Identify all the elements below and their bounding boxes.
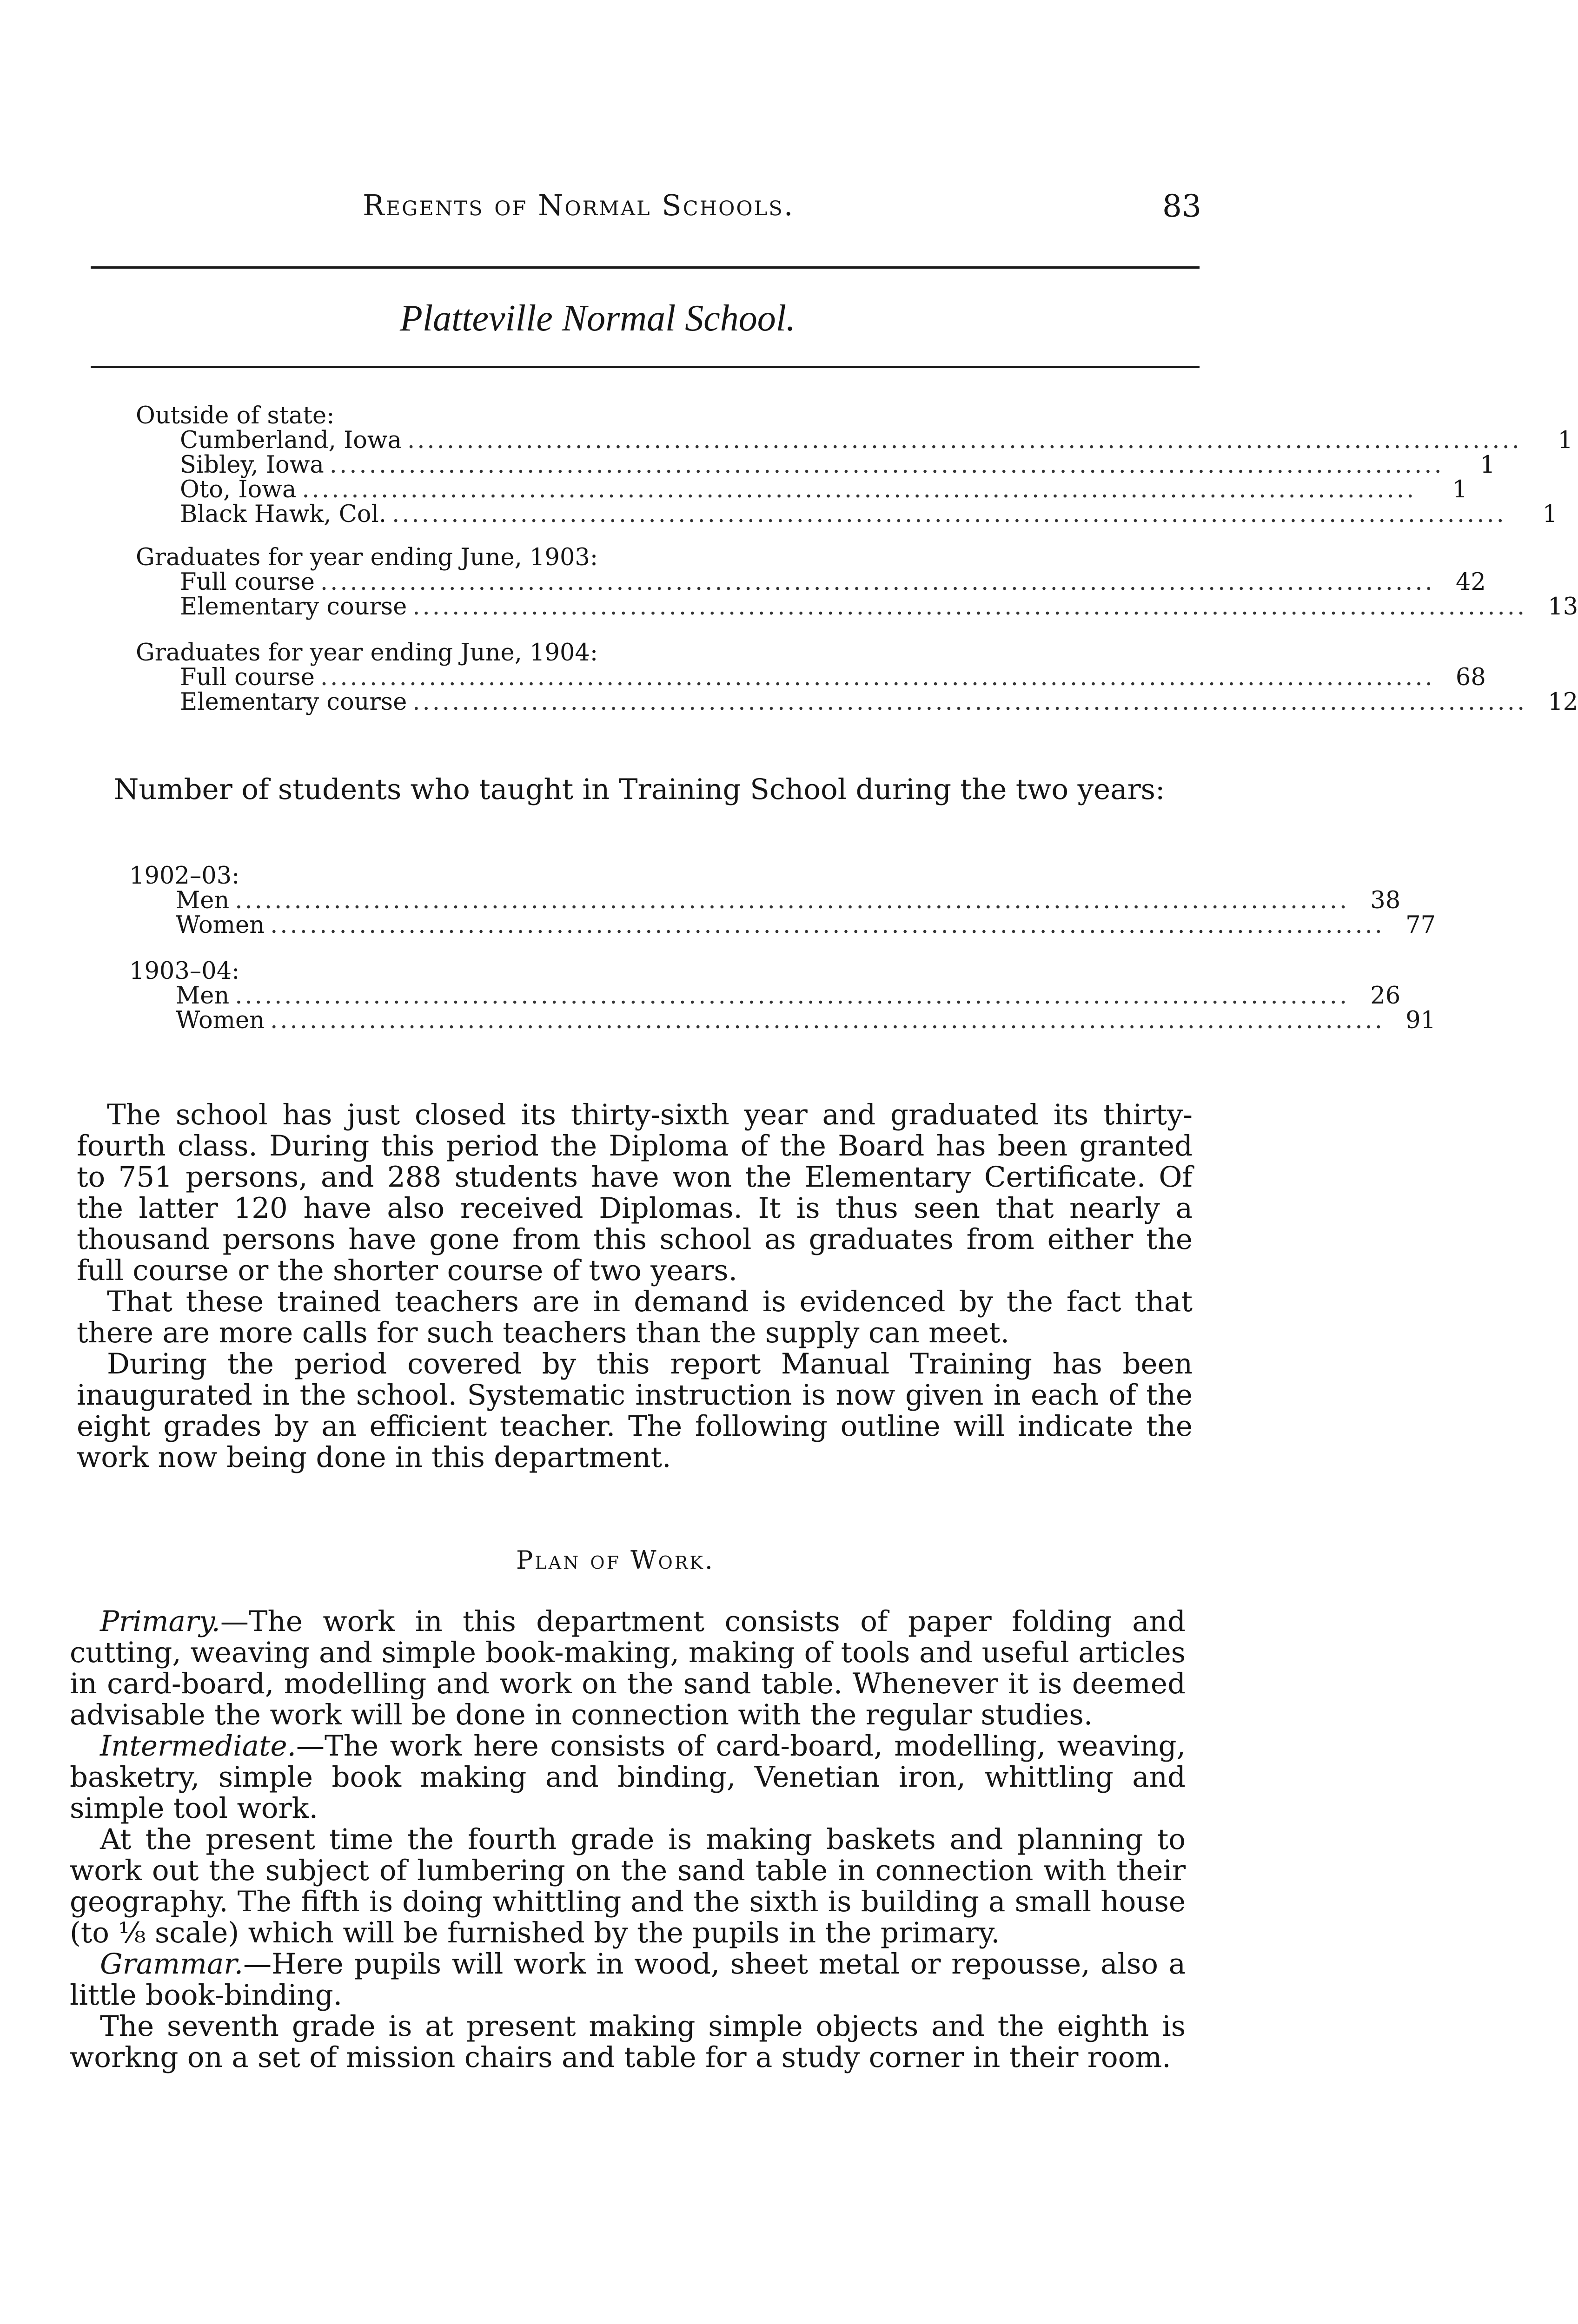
header-rule-bottom — [91, 366, 1200, 368]
intermediate-detail-paragraph: At the present time the fourth grade is making baskets and planning to work out the subject of lumbering on the sand table in connection with their geography. The fifth is doing whittling and the sixth is building a small house (to ⅛ scale) which will be furnished by the pupils in the primary. — [70, 1823, 1186, 1949]
list-item: Elementary course ................................................................................................................. 12 — [180, 688, 1578, 716]
intermediate-term: Intermediate. — [100, 1730, 297, 1763]
header-rule-top — [91, 266, 1200, 269]
graduates-1903-block — [136, 544, 1578, 621]
year-1902-03-block — [129, 862, 1436, 939]
plan-of-work-title: Plan of Work. — [516, 1545, 715, 1575]
graduates-1904-block — [136, 639, 1578, 716]
plan-of-work-body — [70, 1606, 1186, 2073]
list-item: Men ................................................................................................................. 38 — [176, 887, 1401, 914]
report-paragraph: That these trained teachers are in demand is evidenced by the fact that there are more calls for such teachers than the supply can meet. — [77, 1285, 1193, 1349]
report-paragraph: The school has just closed its thirty-sixth year and graduated its thirty-fourth class. During this period the Diploma of the Board has been granted to 751 persons, and 288 students have won the Elementary Certificate. Of the latter 120 have also received Diplomas. It is thus seen that nearly a thousand persons have gone from this school as graduates from either the full course or the shorter course of two years. — [77, 1098, 1193, 1287]
list-item: Men ................................................................................................................. 26 — [176, 982, 1401, 1010]
list-item: Cumberland, Iowa ................................................................................................................. 1 — [180, 427, 1573, 454]
graduates-1904-label: Graduates for year ending June, 1904: — [136, 639, 598, 667]
page-number: 83 — [1162, 188, 1201, 224]
grammar-detail-paragraph: The seventh grade is at present making simple objects and the eighth is workng on a set of mission chairs and table for a study corner in their room. — [70, 2010, 1186, 2074]
list-item: Full course ................................................................................................................. 42 — [180, 568, 1486, 596]
year-label: 1903–04: — [129, 957, 240, 985]
year-1903-04-block — [129, 957, 1436, 1034]
grammar-paragraph: Grammar.—Here pupils will work in wood, sheet metal or repousse, also a little book-binding. — [70, 1948, 1186, 2012]
list-item: Sibley, Iowa ................................................................................................................. 1 — [180, 451, 1495, 479]
intermediate-paragraph: Intermediate.—The work here consists of card-board, modelling, weaving, basketry, simple book making and binding, Venetian iron, whittling and simple tool work. — [70, 1730, 1186, 1825]
training-school-intro: Number of students who taught in Training School during the two years: — [114, 773, 1165, 806]
running-title: Regents of Normal Schools. — [363, 188, 795, 222]
graduates-1903-label: Graduates for year ending June, 1903: — [136, 544, 598, 571]
year-label: 1902–03: — [129, 862, 240, 890]
list-item: Oto, Iowa ................................................................................................................. 1 — [180, 476, 1468, 503]
outside-state-block — [136, 402, 1573, 528]
list-item: Full course ................................................................................................................. 68 — [180, 664, 1486, 691]
grammar-term: Grammar. — [100, 1948, 244, 1981]
school-subheading: Platteville Normal School. — [400, 298, 796, 339]
report-paragraph: During the period covered by this report Manual Training has been inaugurated in the school. Systematic instruction is now given in each of the eight grades by an efficient teacher. The following outline will indicate the work now being done in this department. — [77, 1347, 1193, 1474]
list-item: Elementary course ................................................................................................................. 13 — [180, 593, 1578, 621]
list-item: Women ................................................................................................................. 77 — [176, 911, 1436, 939]
primary-term: Primary. — [100, 1605, 220, 1638]
list-item: Black Hawk, Col. ................................................................................................................. 1 — [180, 501, 1558, 528]
report-body — [77, 1099, 1193, 1473]
outside-state-label: Outside of state: — [136, 402, 335, 429]
primary-paragraph: Primary.—The work in this department consists of paper folding and cutting, weaving and simple book-making, making of tools and useful articles in card-board, modelling and work on the sand table. Whenever it is deemed advisable the work will be done in connection with the regular studies. — [70, 1605, 1186, 1731]
list-item: Women ................................................................................................................. 91 — [176, 1007, 1436, 1034]
